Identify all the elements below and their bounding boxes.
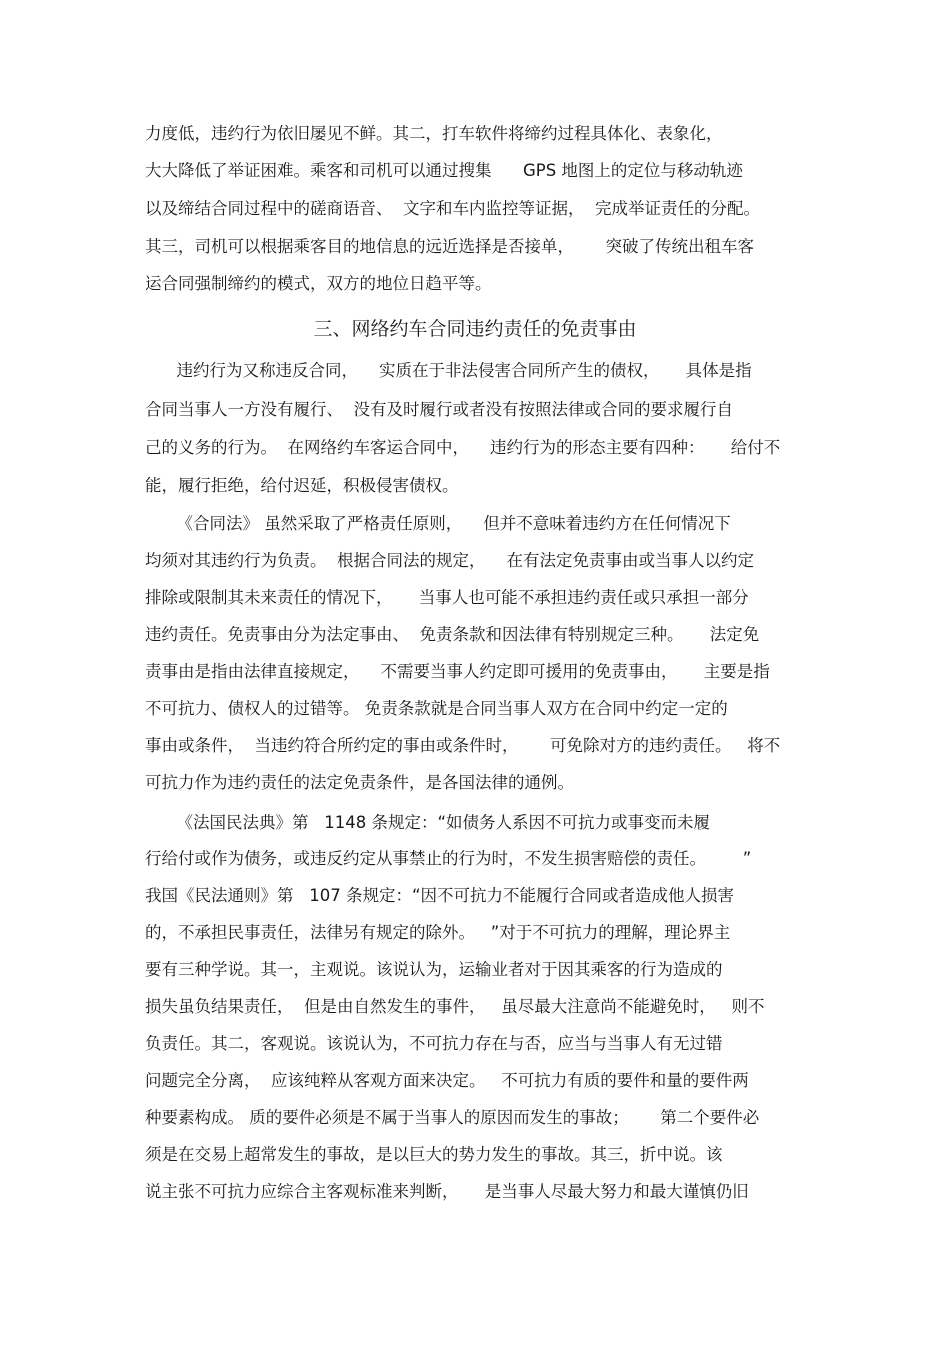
- text-line: 可抗力作为违约责任的法定免责条件，是各国法律的通例。: [145, 773, 574, 792]
- text-line: 不可抗力、债权人的过错等。 免责条款就是合同当事人双方在合同中约定一定的: [145, 699, 728, 718]
- text-line: 说主张不可抗力应综合主客观标准来判断， 是当事人尽最大努力和最大谨慎仍旧: [145, 1182, 749, 1201]
- text-line: 《合同法》 虽然采取了严格责任原则， 但并不意味着违约方在任何情况下: [145, 514, 731, 533]
- text-line: 其三，司机可以根据乘客目的地信息的远近选择是否接单， 突破了传统出租车客: [145, 237, 754, 256]
- text-line: 力度低，违约行为依旧屡见不鲜。其二，打车软件将缔约过程具体化、表象化，: [145, 124, 723, 143]
- text-line: 责事由是指由法律直接规定， 不需要当事人约定即可援用的免责事由， 主要是指: [145, 662, 770, 681]
- text-line: 负责任。其二，客观说。该说认为，不可抗力存在与否，应当与当事人有无过错: [145, 1034, 723, 1053]
- text-line: 事由或条件， 当违约符合所约定的事由或条件时， 可免除对方的违约责任。 将不: [145, 736, 781, 755]
- text-line: 排除或限制其未来责任的情况下， 当事人也可能不承担违约责任或只承担一部分: [145, 588, 749, 607]
- text-line: 行给付或作为债务，或违反约定从事禁止的行为时，不发生损害赔偿的责任。 ”: [145, 849, 752, 868]
- text-line: 要有三种学说。其一，主观说。该说认为，运输业者对于因其乘客的行为造成的: [145, 960, 723, 979]
- text-line: 我国《民法通则》第 107 条规定：“因不可抗力不能履行合同或者造成他人损害: [145, 886, 735, 905]
- text-line: 的，不承担民事责任，法律另有规定的除外。 ”对于不可抗力的理解，理论界主: [145, 923, 731, 942]
- text-line: 违约行为又称违反合同， 实质在于非法侵害合同所产生的债权， 具体是指: [145, 361, 752, 380]
- text-line: 须是在交易上超常发生的事故，是以巨大的势力发生的事故。其三，折中说。该: [145, 1145, 723, 1164]
- text-line: 种要素构成。 质的要件必须是不属于当事人的原因而发生的事故； 第二个要件必: [145, 1108, 760, 1127]
- text-line: 合同当事人一方没有履行、 没有及时履行或者没有按照法律或合同的要求履行自: [145, 400, 733, 419]
- text-line: 违约责任。免责事由分为法定事由、 免责条款和因法律有特别规定三种。 法定免: [145, 625, 760, 644]
- text-line: 损失虽负结果责任， 但是由自然发生的事件， 虽尽最大注意尚不能避免时， 则不: [145, 997, 765, 1016]
- text-line: 以及缔结合同过程中的磋商语音、 文字和车内监控等证据， 完成举证责任的分配。: [145, 199, 760, 218]
- text-line: 己的义务的行为。 在网络约车客运合同中， 违约行为的形态主要有四种： 给付不: [145, 438, 781, 457]
- text-line: 《法国民法典》第 1148 条规定：“如债务人系因不可抗力或事变而未履: [145, 813, 710, 832]
- text-line: 大大降低了举证困难。乘客和司机可以通过搜集 GPS 地图上的定位与移动轨迹: [145, 161, 743, 180]
- text-line: 问题完全分离， 应该纯粹从客观方面来决定。 不可抗力有质的要件和量的要件两: [145, 1071, 749, 1090]
- text-line: 能，履行拒绝，给付迟延，积极侵害债权。: [145, 476, 459, 495]
- text-line: 运合同强制缔约的模式，双方的地位日趋平等。: [145, 274, 492, 293]
- section-heading: 三、网络约车合同违约责任的免责事由: [313, 318, 637, 340]
- text-line: 均须对其违约行为负责。 根据合同法的规定， 在有法定免责事由或当事人以约定: [145, 551, 754, 570]
